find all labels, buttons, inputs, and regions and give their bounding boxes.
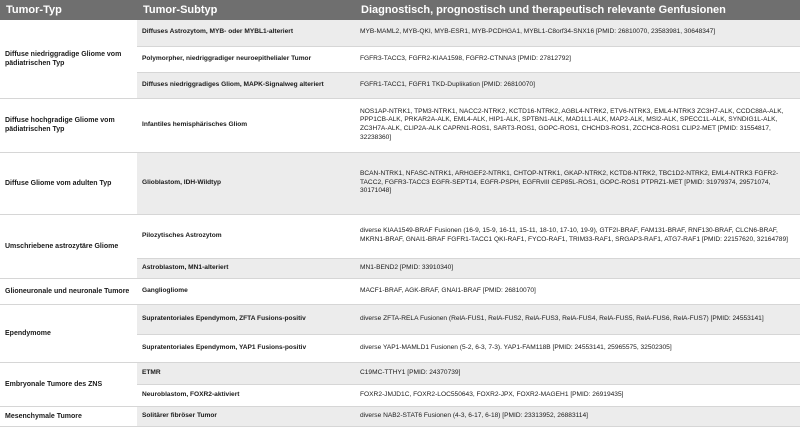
fusion-cell: diverse YAP1-MAMLD1 Fusionen (5-2, 6-3, 7-3). YAP1-FAM118B [PMID: 24553141, 25965575, 32502305] — [355, 334, 800, 362]
fusion-cell: diverse KIAA1549-BRAF Fusionen (16-9, 15-9, 16-11, 15-11, 18-10, 17-10, 19-9), GTF2I-BRAF, FAM131-BRAF, RNF130-BRAF, CLCN6-BRAF, MKRN1-BRAF, GNAI1-BRAF FGFR1-TACC1 QKI-RAF1, FYCO-RAF1, TRIM33-RAF1, SRGAP3-RAF1, ATG7-RAF1 [PMID: 22157620, 32164789] — [355, 214, 800, 258]
fusion-cell: diverse NAB2-STAT6 Fusionen (4-3, 6-17, 6-18) [PMID: 23313952, 26883114] — [355, 406, 800, 426]
subtype-cell: Neuroblastom, FOXR2-aktiviert — [137, 384, 355, 406]
subtype-cell: Diffuses niedriggradiges Gliom, MAPK-Signalweg alteriert — [137, 72, 355, 98]
subtype-cell: Polymorpher, niedriggradiger neuroepithelialer Tumor — [137, 46, 355, 72]
tumor-type-cell: Diffuse Gliome vom adulten Typ — [0, 152, 137, 214]
tumor-type-cell: Embryonale Tumore des ZNS — [0, 362, 137, 406]
header-tumor-type: Tumor-Typ — [0, 0, 137, 20]
subtype-cell: Gangliogliome — [137, 278, 355, 304]
tumor-type-cell: Umschriebene astrozytäre Gliome — [0, 214, 137, 278]
fusion-cell: FGFR3-TACC3, FGFR2-KIAA1598, FGFR2-CTNNA3 [PMID: 27812792] — [355, 46, 800, 72]
tumor-type-cell: Mesenchymale Tumore — [0, 406, 137, 426]
tumor-type-cell: Glioneuronale und neuronale Tumore — [0, 278, 137, 304]
table-row — [0, 362, 800, 384]
subtype-cell: Supratentoriales Ependymom, ZFTA Fusions-positiv — [137, 304, 355, 334]
fusion-cell: NOS1AP-NTRK1, TPM3-NTRK1, NACC2-NTRK2, KCTD16-NTRK2, AGBL4-NTRK2, ETV6-NTRK3, EML4-NTRK3 ZC3H7-ALK, CCDC88A-ALK, PPP1CB-ALK, PRKAR2A-ALK, EML4-ALK, HIP1-ALK, SPTBN1-ALK, MAD1L1-ALK, MAP2-ALK, MSI2-ALK, SPECC1L-ALK, SYNDIG1L-ALK, ZC3H7A-ALK, CLIP2A-ALK CAPRN1-ROS1, SART3-ROS1, GOPC-ROS1, CHCHD3-ROS1, ZCCHC8-ROS1 CLIP2-MET [PMID: 31554817, 32238360] — [355, 98, 800, 152]
subtype-cell: Pilozytisches Astrozytom — [137, 214, 355, 258]
table-row — [0, 152, 800, 214]
subtype-cell: ETMR — [137, 362, 355, 384]
subtype-cell: Supratentoriales Ependymom, YAP1 Fusions-positiv — [137, 334, 355, 362]
fusion-cell: MACF1-BRAF, AGK-BRAF, GNAI1-BRAF [PMID: 26810070] — [355, 278, 800, 304]
table-row — [0, 278, 800, 304]
fusion-cell: FGFR1-TACC1, FGFR1 TKD-Duplikation [PMID: 26810070] — [355, 72, 800, 98]
subtype-cell: Astroblastom, MN1-alteriert — [137, 258, 355, 278]
subtype-cell: Solitärer fibröser Tumor — [137, 406, 355, 426]
table-header-row — [0, 0, 800, 20]
table-row — [0, 20, 800, 46]
subtype-cell: Glioblastom, IDH-Wildtyp — [137, 152, 355, 214]
fusion-cell: BCAN-NTRK1, NFASC-NTRK1, ARHGEF2-NTRK1, CHTOP-NTRK1, GKAP-NTRK2, KCTD8-NTRK2, TBC1D2-NTRK2, EML4-NTRK3 FGFR2-TACC2, FGFR3-TACC3 EGFR-SEPT14, EGFR-PSPH, EGFRvIII CEP85L-ROS1, GOPC-ROS1 PTPRZ1-MET [PMID: 31979374, 29571074, 30171048] — [355, 152, 800, 214]
header-tumor-subtype: Tumor-Subtyp — [137, 0, 355, 20]
header-gene-fusions: Diagnostisch, prognostisch und therapeutisch relevante Genfusionen — [355, 0, 800, 20]
fusion-cell: FOXR2-JMJD1C, FOXR2-LOC550643, FOXR2-JPX, FOXR2-MAGEH1 [PMID: 26919435] — [355, 384, 800, 406]
tumor-type-cell: Diffuse hochgradige Gliome vom pädiatrischen Typ — [0, 98, 137, 152]
fusion-cell: C19MC-TTHY1 [PMID: 24370739] — [355, 362, 800, 384]
fusion-cell: diverse ZFTA-RELA Fusionen (RelA-FUS1, RelA-FUS2, RelA-FUS3, RelA-FUS4, RelA-FUS5, RelA-FUS6, RelA-FUS7) [PMID: 24553141] — [355, 304, 800, 334]
table-row — [0, 98, 800, 152]
table-row — [0, 304, 800, 334]
subtype-cell: Infantiles hemisphärisches Gliom — [137, 98, 355, 152]
fusion-cell: MYB-MAML2, MYB-QKI, MYB-ESR1, MYB-PCDHGA1, MYBL1-C8orf34-SNX16 [PMID: 26810070, 23583981, 30648347] — [355, 20, 800, 46]
table-row — [0, 406, 800, 426]
tumor-type-cell: Ependymome — [0, 304, 137, 362]
table-row — [0, 214, 800, 258]
subtype-cell: Diffuses Astrozytom, MYB- oder MYBL1-alteriert — [137, 20, 355, 46]
fusion-cell: MN1-BEND2 [PMID: 33910340] — [355, 258, 800, 278]
tumor-type-cell: Diffuse niedriggradige Gliome vom pädiatrischen Typ — [0, 20, 137, 98]
